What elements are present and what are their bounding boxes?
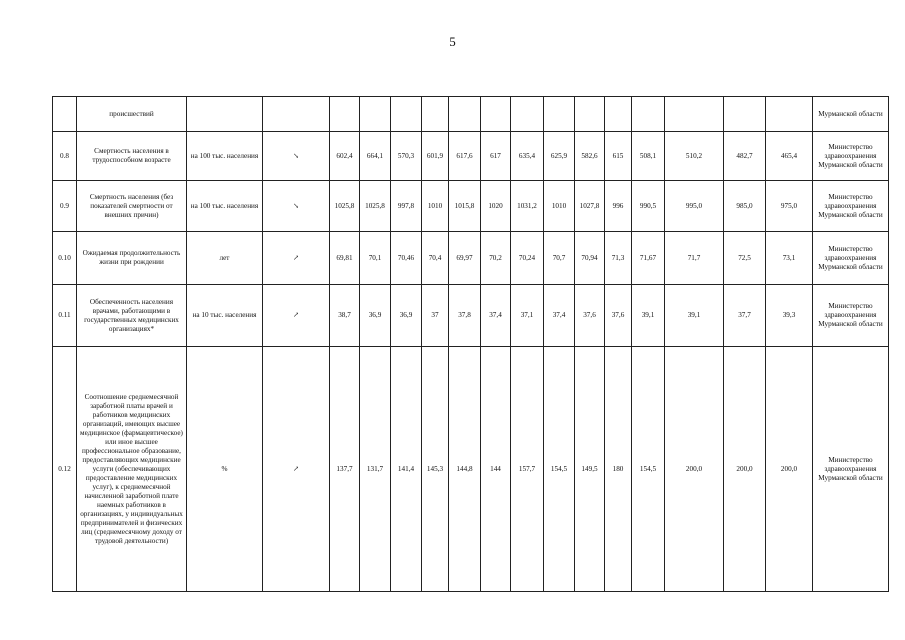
indicator-name-cell: Обеспеченность населения врачами, работающими в государственных медицинских организациях* xyxy=(77,285,187,347)
value-cell: 73,1 xyxy=(766,232,813,285)
value-cell: 582,6 xyxy=(575,132,605,181)
value-cell: 37 xyxy=(422,285,449,347)
table-row-top xyxy=(53,97,889,132)
value-cell: 997,8 xyxy=(391,181,422,232)
value-cell: 72,5 xyxy=(724,232,766,285)
value-cell: 508,1 xyxy=(632,132,665,181)
row-id-cell xyxy=(53,97,77,132)
indicator-name-cell: Смертность населения в трудоспособном возрасте xyxy=(77,132,187,181)
responsible-org-cell: Мурманской области xyxy=(813,97,889,132)
value-cell: 1027,8 xyxy=(575,181,605,232)
value-cell: 154,5 xyxy=(544,347,575,592)
value-cell: 37,7 xyxy=(724,285,766,347)
page-number: 5 xyxy=(449,34,456,49)
unit-cell: на 100 тыс. населения xyxy=(187,181,263,232)
value-cell xyxy=(605,97,632,132)
indicator-name-cell: происшествий xyxy=(77,97,187,132)
value-cell: 70,24 xyxy=(511,232,544,285)
value-cell: 131,7 xyxy=(360,347,391,592)
value-cell: 37,1 xyxy=(511,285,544,347)
value-cell: 37,4 xyxy=(544,285,575,347)
value-cell xyxy=(766,97,813,132)
direction-cell xyxy=(263,97,330,132)
unit-cell: % xyxy=(187,347,263,592)
value-cell: 37,8 xyxy=(449,285,481,347)
value-cell: 1015,8 xyxy=(449,181,481,232)
row-id-cell: 0.12 xyxy=(53,347,77,592)
value-cell xyxy=(665,97,724,132)
table-row xyxy=(53,232,889,285)
value-cell: 70,7 xyxy=(544,232,575,285)
unit-cell: на 10 тыс. населения xyxy=(187,285,263,347)
unit-cell: на 100 тыс. населения xyxy=(187,132,263,181)
value-cell: 975,0 xyxy=(766,181,813,232)
value-cell: 1010 xyxy=(544,181,575,232)
value-cell xyxy=(360,97,391,132)
value-cell: 70,46 xyxy=(391,232,422,285)
indicators-table xyxy=(52,96,889,592)
value-cell: 70,94 xyxy=(575,232,605,285)
value-cell: 995,0 xyxy=(665,181,724,232)
value-cell: 70,1 xyxy=(360,232,391,285)
value-cell: 39,3 xyxy=(766,285,813,347)
value-cell: 617,6 xyxy=(449,132,481,181)
value-cell: 1010 xyxy=(422,181,449,232)
value-cell: 617 xyxy=(481,132,511,181)
value-cell: 69,81 xyxy=(330,232,360,285)
value-cell: 36,9 xyxy=(360,285,391,347)
value-cell: 39,1 xyxy=(632,285,665,347)
value-cell xyxy=(391,97,422,132)
value-cell: 145,3 xyxy=(422,347,449,592)
value-cell: 37,6 xyxy=(605,285,632,347)
value-cell: 1020 xyxy=(481,181,511,232)
value-cell xyxy=(422,97,449,132)
value-cell: 70,4 xyxy=(422,232,449,285)
value-cell: 144,8 xyxy=(449,347,481,592)
value-cell: 200,0 xyxy=(724,347,766,592)
value-cell xyxy=(632,97,665,132)
value-cell: 157,7 xyxy=(511,347,544,592)
indicator-name-cell: Смертность населения (без показателей смертности от внешних причин) xyxy=(77,181,187,232)
value-cell xyxy=(724,97,766,132)
unit-cell: лет xyxy=(187,232,263,285)
responsible-org-cell: Министерство здравоохранения Мурманской области xyxy=(813,232,889,285)
value-cell: 1025,8 xyxy=(330,181,360,232)
value-cell: 180 xyxy=(605,347,632,592)
value-cell: 1025,8 xyxy=(360,181,391,232)
value-cell: 465,4 xyxy=(766,132,813,181)
value-cell: 510,2 xyxy=(665,132,724,181)
responsible-org-cell: Министерство здравоохранения Мурманской области xyxy=(813,347,889,592)
value-cell: 141,4 xyxy=(391,347,422,592)
value-cell xyxy=(511,97,544,132)
table-row xyxy=(53,132,889,181)
table-row xyxy=(53,181,889,232)
value-cell: 615 xyxy=(605,132,632,181)
value-cell: 69,97 xyxy=(449,232,481,285)
value-cell: 482,7 xyxy=(724,132,766,181)
table-row xyxy=(53,347,889,592)
row-id-cell: 0.11 xyxy=(53,285,77,347)
row-id-cell: 0.10 xyxy=(53,232,77,285)
responsible-org-cell: Министерство здравоохранения Мурманской области xyxy=(813,181,889,232)
value-cell: 144 xyxy=(481,347,511,592)
responsible-org-cell: Министерство здравоохранения Мурманской области xyxy=(813,285,889,347)
value-cell: 996 xyxy=(605,181,632,232)
value-cell: 36,9 xyxy=(391,285,422,347)
indicator-name-cell: Соотношение среднемесячной заработной платы врачей и работников медицинских организаций, имеющих высшее медицинское (фармацевтическое) или иное высшее профессиональное образование, предоставляющих медицинские услуги (обеспечивающих предоставление медицинских услуг), к среднемесячной начисленной заработной плате наемных работников в организациях, у индивидуальных предпринимателей и физических лиц (среднемесячному доходу от трудовой деятельности) xyxy=(77,347,187,592)
value-cell: 200,0 xyxy=(665,347,724,592)
value-cell: 39,1 xyxy=(665,285,724,347)
value-cell: 71,7 xyxy=(665,232,724,285)
value-cell: 1031,2 xyxy=(511,181,544,232)
value-cell xyxy=(481,97,511,132)
value-cell: 625,9 xyxy=(544,132,575,181)
value-cell: 149,5 xyxy=(575,347,605,592)
value-cell: 635,4 xyxy=(511,132,544,181)
value-cell xyxy=(330,97,360,132)
value-cell: 154,5 xyxy=(632,347,665,592)
row-id-cell: 0.9 xyxy=(53,181,77,232)
value-cell: 601,9 xyxy=(422,132,449,181)
value-cell: 570,3 xyxy=(391,132,422,181)
direction-arrow-icon: ↗ xyxy=(263,232,330,285)
direction-arrow-icon: ↗ xyxy=(263,347,330,592)
indicator-name-cell: Ожидаемая продолжительность жизни при рождении xyxy=(77,232,187,285)
value-cell xyxy=(449,97,481,132)
value-cell: 71,3 xyxy=(605,232,632,285)
value-cell: 664,1 xyxy=(360,132,391,181)
value-cell: 985,0 xyxy=(724,181,766,232)
row-id-cell: 0.8 xyxy=(53,132,77,181)
value-cell: 602,4 xyxy=(330,132,360,181)
unit-cell xyxy=(187,97,263,132)
responsible-org-cell: Министерство здравоохранения Мурманской области xyxy=(813,132,889,181)
value-cell: 200,0 xyxy=(766,347,813,592)
table-row xyxy=(53,285,889,347)
value-cell xyxy=(544,97,575,132)
direction-arrow-icon: ↘ xyxy=(263,132,330,181)
value-cell: 37,4 xyxy=(481,285,511,347)
value-cell xyxy=(575,97,605,132)
value-cell: 38,7 xyxy=(330,285,360,347)
value-cell: 37,6 xyxy=(575,285,605,347)
value-cell: 71,67 xyxy=(632,232,665,285)
value-cell: 990,5 xyxy=(632,181,665,232)
value-cell: 70,2 xyxy=(481,232,511,285)
value-cell: 137,7 xyxy=(330,347,360,592)
direction-arrow-icon: ↘ xyxy=(263,181,330,232)
direction-arrow-icon: ↗ xyxy=(263,285,330,347)
